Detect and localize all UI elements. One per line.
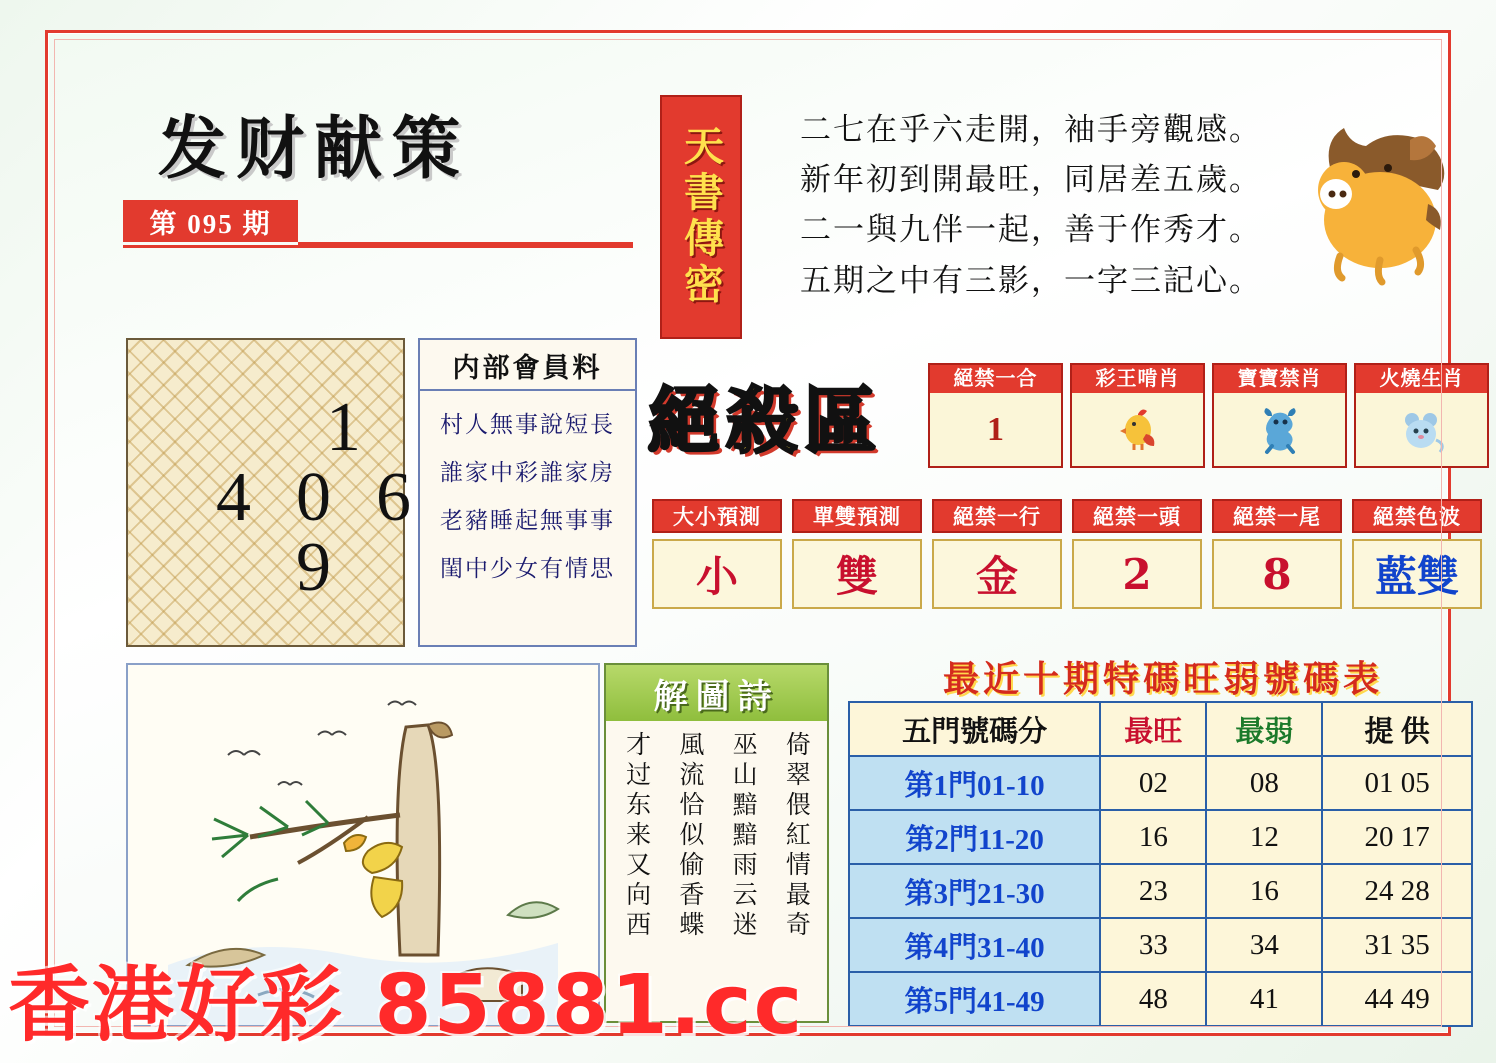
pill-daxiao: 大小預測 xyxy=(652,499,782,533)
table-row xyxy=(849,864,1472,918)
member-box-title: 内部會員料 xyxy=(420,340,635,391)
jietushi-body xyxy=(606,721,827,951)
table-header-offer: 提 供 xyxy=(1322,702,1472,756)
juesha-cell-huoshao xyxy=(1354,363,1489,468)
pill-sebo: 絕禁色波 xyxy=(1352,499,1482,533)
table-row xyxy=(849,756,1472,810)
table-row-offer: 01 05 xyxy=(1322,756,1472,810)
lucky-number-2: 4 xyxy=(216,459,251,536)
horse-mascot-icon xyxy=(1288,108,1458,288)
table-row-offer: 44 49 xyxy=(1322,972,1472,1026)
table-row-hot: 33 xyxy=(1100,918,1206,972)
value-yitou: 2 xyxy=(1072,539,1202,609)
member-line-1: 村人無事說短長 xyxy=(440,412,615,438)
poem-block xyxy=(800,105,1270,306)
table-row-label: 第2門11-20 xyxy=(849,810,1100,864)
jietushi-column-1: 倚翠偎紅情最奇 xyxy=(782,731,812,941)
value-yiwei: 8 xyxy=(1212,539,1342,609)
value-daxiao: 小 xyxy=(652,539,782,609)
table-row-hot: 02 xyxy=(1100,756,1206,810)
member-line-2: 誰家中彩誰家房 xyxy=(440,460,615,486)
juesha-cell-baobao-header: 寶寶禁肖 xyxy=(1214,365,1345,393)
page-title: 发财献策 xyxy=(158,109,471,189)
lucky-number-1: 1 xyxy=(326,389,361,466)
member-line-3: 老豬睡起無事事 xyxy=(440,508,615,534)
table-row-hot: 23 xyxy=(1100,864,1206,918)
juesha-cell-hehe-header: 絕禁一合 xyxy=(930,365,1061,393)
jietushi-column-2: 巫山黯黯雨云迷 xyxy=(729,731,759,941)
tianshu-text: 天書傳密 xyxy=(677,125,725,309)
table-row-label: 第3門21-30 xyxy=(849,864,1100,918)
rooster-icon xyxy=(1072,393,1203,466)
table-title: 最近十期特碼旺弱號碼表 xyxy=(942,658,1383,700)
table-row-cold: 08 xyxy=(1206,756,1322,810)
table-row-hot: 16 xyxy=(1100,810,1206,864)
juesha-cell-baobao xyxy=(1212,363,1347,468)
rat-icon xyxy=(1356,393,1487,466)
tianshu-label xyxy=(660,95,742,339)
table-row-hot: 48 xyxy=(1100,972,1206,1026)
dragon-icon xyxy=(1214,393,1345,466)
issue-badge: 第 095 期 xyxy=(123,200,298,242)
pill-yihang: 絕禁一行 xyxy=(932,499,1062,533)
juesha-cell-hehe-value: 1 xyxy=(987,410,1004,448)
lucky-number-5: 9 xyxy=(296,529,331,606)
juesha-title: 絕殺區 xyxy=(648,378,883,463)
poem-line-4: 五期之中有三影，一字三記心。 xyxy=(800,262,1262,298)
poem-line-2: 新年初到開最旺，同居差五歲。 xyxy=(800,162,1262,198)
lucky-number-3: 0 xyxy=(296,459,331,536)
jietushi-title: 解圖詩 xyxy=(606,665,827,721)
lucky-number-box xyxy=(126,338,411,647)
poster-sheet xyxy=(45,30,1464,1036)
pill-yitou: 絕禁一頭 xyxy=(1072,499,1202,533)
table-row-cold: 41 xyxy=(1206,972,1322,1026)
table-row-label: 第5門41-49 xyxy=(849,972,1100,1026)
table-header-cold: 最弱 xyxy=(1206,702,1322,756)
pill-yiwei: 絕禁一尾 xyxy=(1212,499,1342,533)
table-row-cold: 34 xyxy=(1206,918,1322,972)
member-line-4: 閨中少女有情思 xyxy=(440,556,615,582)
table-header-row xyxy=(849,702,1472,756)
value-sebo: 藍雙 xyxy=(1352,539,1482,609)
value-danshuang: 雙 xyxy=(792,539,922,609)
lucky-number-4: 6 xyxy=(376,459,411,536)
table-row-label: 第4門31-40 xyxy=(849,918,1100,972)
juesha-cell-huoshao-header: 火燒生肖 xyxy=(1356,365,1487,393)
table-row-label: 第1門01-10 xyxy=(849,756,1100,810)
pill-danshuang: 單雙預測 xyxy=(792,499,922,533)
issue-bar xyxy=(298,200,633,245)
table-row-offer: 31 35 xyxy=(1322,918,1472,972)
poem-line-1: 二七在乎六走開，袖手旁觀感。 xyxy=(800,112,1262,147)
table-row xyxy=(849,810,1472,864)
juesha-cell-hehe xyxy=(928,363,1063,468)
member-info-box xyxy=(418,338,637,647)
table-row-cold: 12 xyxy=(1206,810,1322,864)
poem-line-3: 二一與九伴一起，善于作秀才。 xyxy=(800,212,1262,248)
table-header-group: 五門號碼分 xyxy=(849,702,1100,756)
table-row-cold: 16 xyxy=(1206,864,1322,918)
juesha-cell-caiwang-header: 彩王啃肖 xyxy=(1072,365,1203,393)
juesha-cell-caiwang xyxy=(1070,363,1205,468)
title-underline xyxy=(123,245,633,248)
table-row-offer: 24 28 xyxy=(1322,864,1472,918)
jietushi-column-4: 才过东来又向西 xyxy=(622,731,652,941)
table-row-offer: 20 17 xyxy=(1322,810,1472,864)
value-yihang: 金 xyxy=(932,539,1062,609)
watermark-text: 香港好彩 85881.cc xyxy=(8,958,805,1053)
jietushi-column-3: 風流恰似偷香蝶 xyxy=(675,731,705,941)
table-header-hot: 最旺 xyxy=(1100,702,1206,756)
